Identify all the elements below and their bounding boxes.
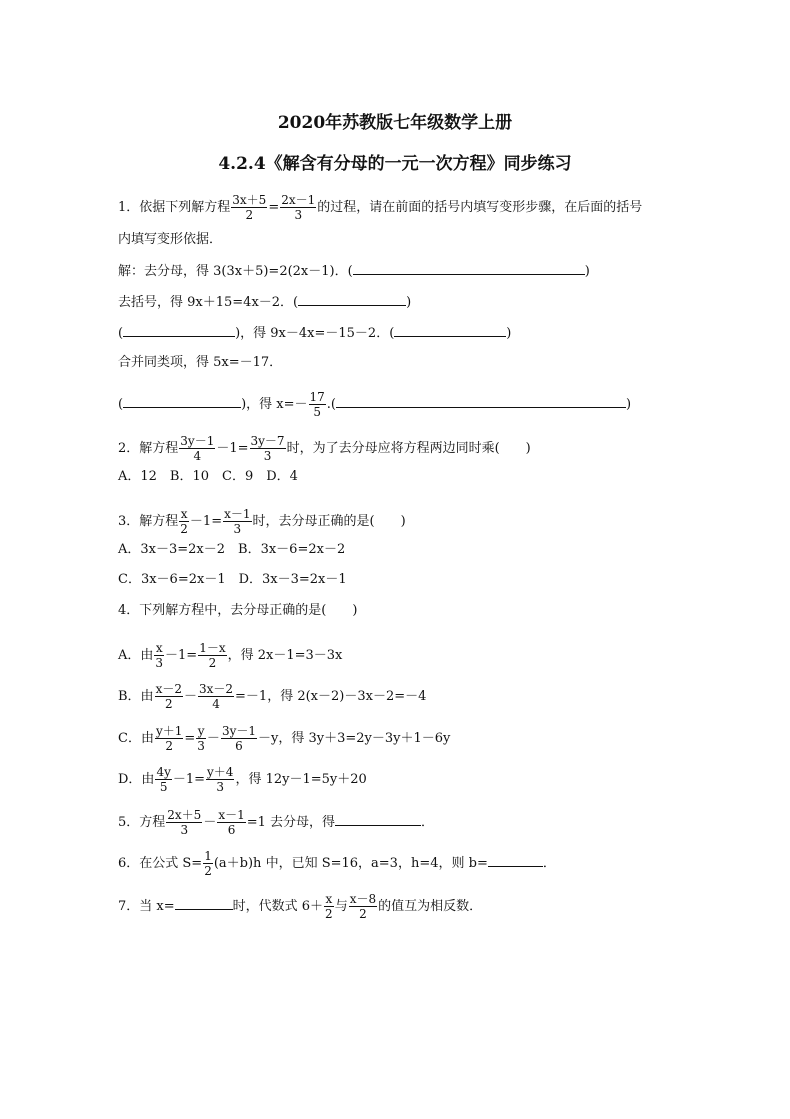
fraction: $\frac{x-8}{2}$	[349, 892, 377, 921]
fraction: $\frac{1}{2}$	[204, 849, 212, 878]
question-7: 7．当 x= 时，代数式 6＋ $\frac{x}{2}$ 与 $\frac{x-8}{2}$ 的值互为相反数．	[118, 892, 483, 921]
fraction: $\frac{3y-1}{4}$	[180, 434, 215, 463]
fraction: $\frac{y+4}{3}$	[207, 765, 234, 794]
question-1: 1．依据下列解方程 $\frac{3x+5}{2}$ = $\frac{2x-1}{3}$ 的过程，请在前面的括号内填写变形步骤，在后面的括号	[118, 193, 643, 222]
fraction: $\frac{3x+5}{2}$	[232, 193, 267, 222]
question-2: 2．解方程 $\frac{3y-1}{4}$ －1= $\frac{3y-7}{3}$ 时，为了去分母应将方程两边同时乘( )	[118, 434, 531, 463]
fraction: $\frac{x}{2}$	[325, 892, 333, 921]
answer-blank[interactable]	[336, 395, 626, 408]
question-4-option-a: A．由 $\frac{x}{3}$ －1= $\frac{1-x}{2}$ ，得 2x－1=3－3x	[118, 641, 343, 670]
answer-blank[interactable]	[394, 324, 506, 337]
question-4-option-c: C．由 $\frac{y+1}{2}$ = $\frac{y}{3}$ － $\frac{3y-1}{6}$ －y，得 3y＋3=2y－3y＋1－6y	[118, 724, 451, 753]
question-5: 5．方程 $\frac{2x+5}{3}$ － $\frac{x-1}{6}$ =1 去分母，得 ．	[118, 808, 435, 837]
answer-blank[interactable]	[488, 854, 543, 867]
question-6: 6．在公式 S= $\frac{1}{2}$ (a＋b)h 中，已知 S=16，a=3，h=4，则 b= ．	[118, 849, 556, 878]
question-4-option-b: B．由 $\frac{x-2}{2}$ － $\frac{3x-2}{4}$ =－1，得 2(x－2)－3x－2=－4	[118, 682, 427, 711]
fraction: $\frac{3y-7}{3}$	[250, 434, 285, 463]
fraction: $\frac{2x+5}{3}$	[167, 808, 202, 837]
answer-blank[interactable]	[123, 395, 241, 408]
q1-step-1: 解：去分母，得 3(3x＋5)=2(2x－1)．( )	[118, 264, 590, 279]
fraction: $\frac{x-2}{2}$	[155, 682, 182, 711]
q1-step-2: 去括号，得 9x＋15=4x－2．( )	[118, 295, 412, 310]
fraction: $\frac{y}{3}$	[197, 724, 205, 753]
fraction: $\frac{x}{2}$	[180, 507, 188, 536]
question-3-options-ab: A．3x－3=2x－2 B．3x－6=2x－2	[118, 542, 346, 557]
question-4: 4．下列解方程中，去分母正确的是( )	[118, 603, 358, 618]
fraction: $\frac{x}{3}$	[155, 641, 164, 670]
fraction: $\frac{2x-1}{3}$	[281, 193, 316, 222]
q1-step-3: ( )，得 9x－4x=－15－2．( )	[118, 326, 512, 341]
q1-step-4: 合并同类项，得 5x=－17．	[118, 355, 283, 370]
answer-blank[interactable]	[353, 262, 585, 275]
fraction: $\frac{3x-2}{4}$	[198, 682, 234, 711]
fraction: $\frac{4y}{5}$	[156, 765, 171, 794]
answer-blank[interactable]	[175, 897, 233, 910]
fraction: $\frac{y+1}{2}$	[155, 724, 183, 753]
question-3: 3．解方程 $\frac{x}{2}$ －1= $\frac{x-1}{3}$ 时，去分母正确的是( )	[118, 507, 406, 536]
q1-step-5: ( )，得 x=－ $\frac{17}{5}$ .( )	[118, 390, 632, 419]
fraction: $\frac{17}{5}$	[309, 390, 325, 419]
answer-blank[interactable]	[123, 324, 235, 337]
document-subtitle: 4.2.4《解含有分母的一元一次方程》同步练习	[218, 154, 572, 174]
question-2-options: A．12 B．10 C．9 D．4	[118, 469, 298, 484]
fraction: $\frac{3y-1}{6}$	[221, 724, 256, 753]
question-3-options-cd: C．3x－6=2x－1 D．3x－3=2x－1	[118, 572, 347, 587]
fraction: $\frac{x-1}{6}$	[218, 808, 245, 837]
fraction: $\frac{1-x}{2}$	[199, 641, 226, 670]
question-4-option-d: D．由 $\frac{4y}{5}$ －1= $\frac{y+4}{3}$ ，得 12y－1=5y＋20	[118, 765, 367, 794]
answer-blank[interactable]	[335, 813, 421, 826]
document-title: 2020年苏教版七年级数学上册	[277, 113, 513, 133]
question-1-line-2: 内填写变形依据．	[118, 232, 223, 247]
fraction: $\frac{x-1}{3}$	[224, 507, 251, 536]
answer-blank[interactable]	[298, 293, 406, 306]
